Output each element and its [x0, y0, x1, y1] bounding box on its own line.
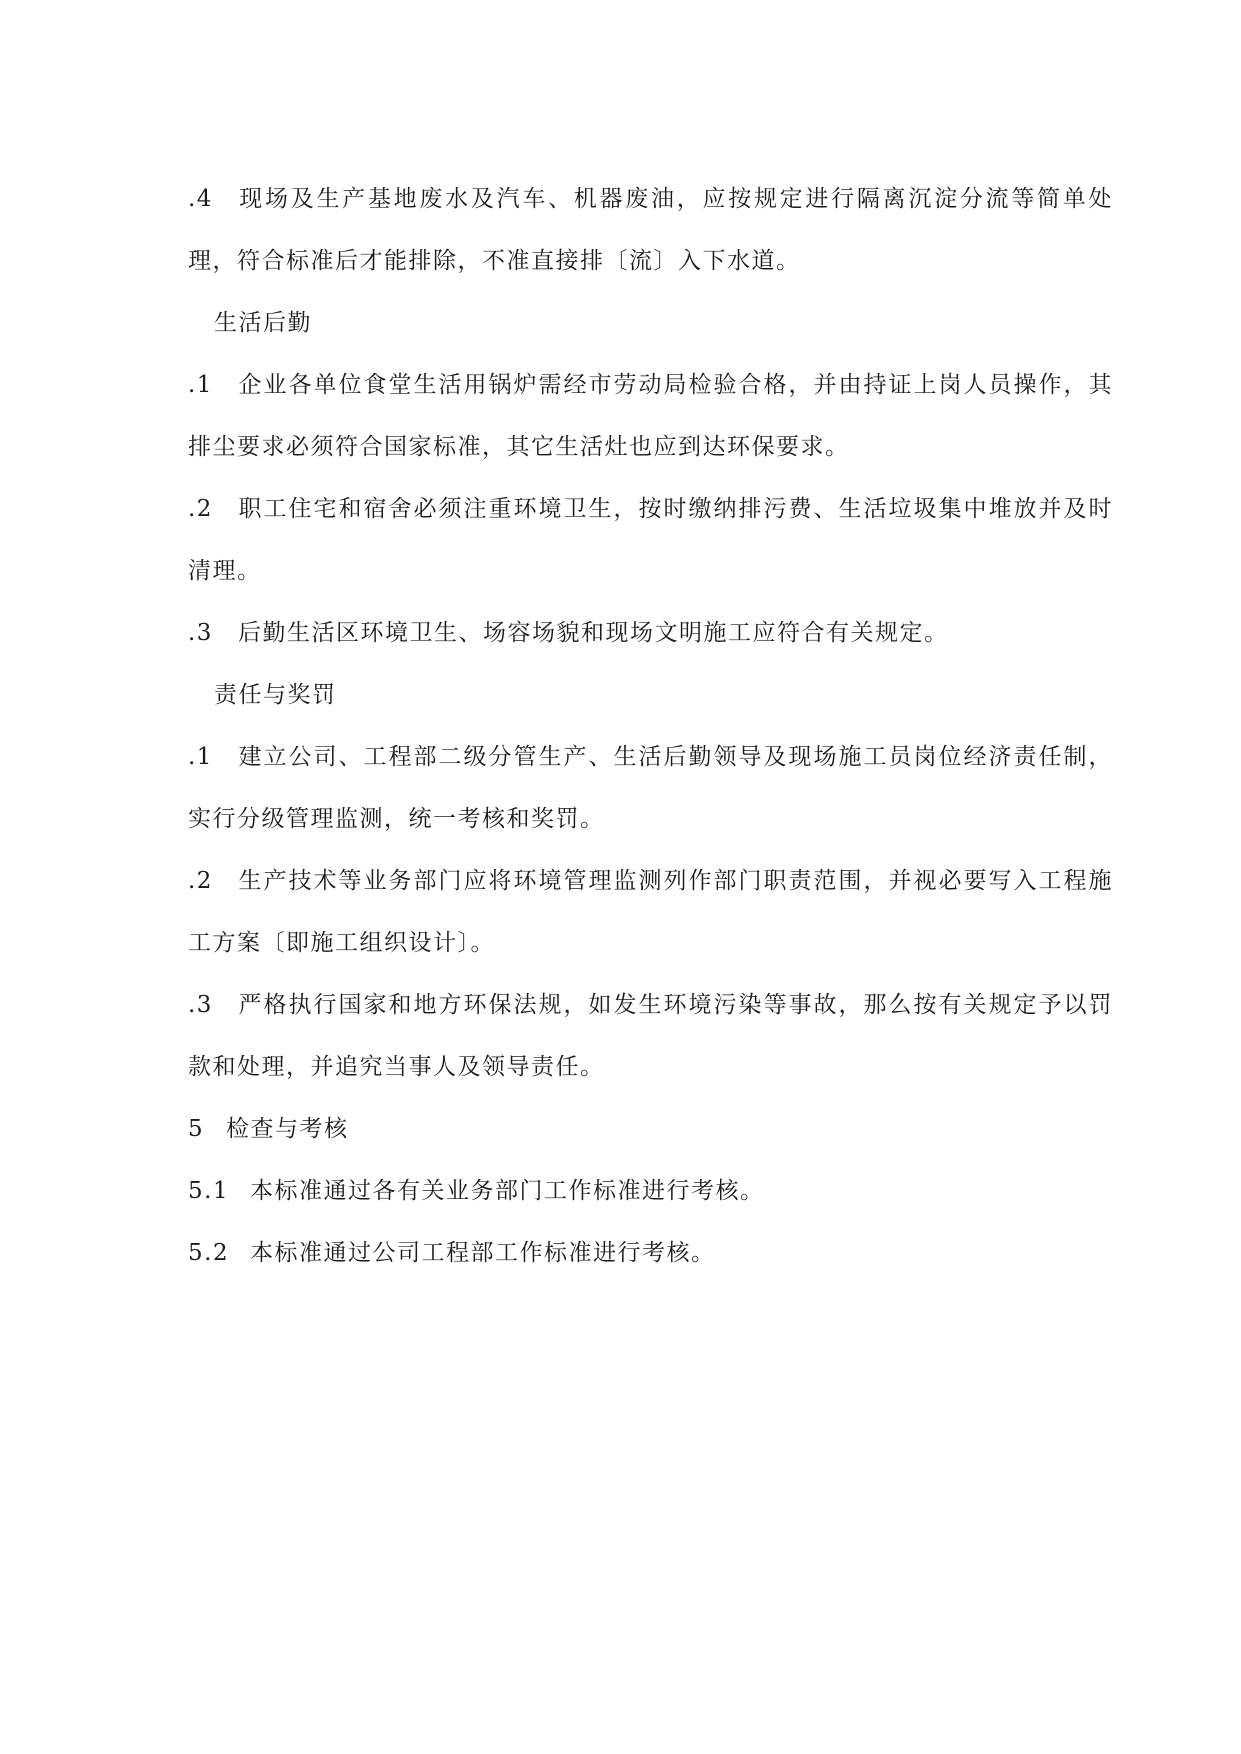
paragraph-resp-3 [188, 974, 1113, 1098]
clause-text: 后勤生活区环境卫生、场容场貌和现场文明施工应符合有关规定。 [238, 620, 949, 646]
clause-text: 生产技术等业务部门应将环境管理监测列作部门职责范围，并视必要写入工程施工方案〔即施工组织设计〕。 [188, 868, 1113, 956]
clause-text: 建立公司、工程部二级分管生产、生活后勤领导及现场施工员岗位经济责任制，实行分级管理监测，统一考核和奖罚。 [188, 744, 1113, 832]
clause-number: .4 [188, 186, 213, 212]
clause-number: 5.2 [188, 1240, 230, 1266]
clause-number: .2 [188, 496, 213, 522]
clause-number: .1 [188, 372, 213, 398]
paragraph-4-4 [188, 168, 1113, 292]
document-page [188, 168, 1113, 1284]
clause-text: 职工住宅和宿舍必须注重环境卫生，按时缴纳排污费、生活垃圾集中堆放并及时清理。 [188, 496, 1113, 584]
clause-text: 本标准通过公司工程部工作标准进行考核。 [250, 1240, 716, 1266]
clause-number: 5.1 [188, 1178, 230, 1204]
clause-text: 本标准通过各有关业务部门工作标准进行考核。 [250, 1178, 765, 1204]
paragraph-5-1 [188, 1160, 1113, 1222]
heading-living-logistics: 生活后勤 [214, 310, 312, 336]
paragraph-living-1 [188, 354, 1113, 478]
paragraph-5-2 [188, 1222, 1113, 1284]
clause-number: .2 [188, 868, 213, 894]
clause-number: .1 [188, 744, 213, 770]
section-number: 5 [188, 1116, 205, 1142]
paragraph-resp-2 [188, 850, 1113, 974]
heading-responsibility: 责任与奖罚 [214, 682, 337, 708]
clause-text: 严格执行国家和地方环保法规，如发生环境污染等事故，那么按有关规定予以罚款和处理，并追究当事人及领导责任。 [188, 992, 1113, 1080]
paragraph-living-2 [188, 478, 1113, 602]
clause-number: .3 [188, 620, 213, 646]
section-5-heading [188, 1098, 1113, 1160]
paragraph-resp-1 [188, 726, 1113, 850]
section-title: 检查与考核 [226, 1116, 349, 1142]
clause-text: 企业各单位食堂生活用锅炉需经市劳动局检验合格，并由持证上岗人员操作，其排尘要求必须符合国家标准，其它生活灶也应到达环保要求。 [188, 372, 1113, 460]
clause-text: 现场及生产基地废水及汽车、机器废油，应按规定进行隔离沉淀分流等简单处理，符合标准后才能排除，不准直接排〔流〕入下水道。 [188, 186, 1113, 274]
clause-number: .3 [188, 992, 213, 1018]
paragraph-living-3 [188, 602, 1113, 664]
